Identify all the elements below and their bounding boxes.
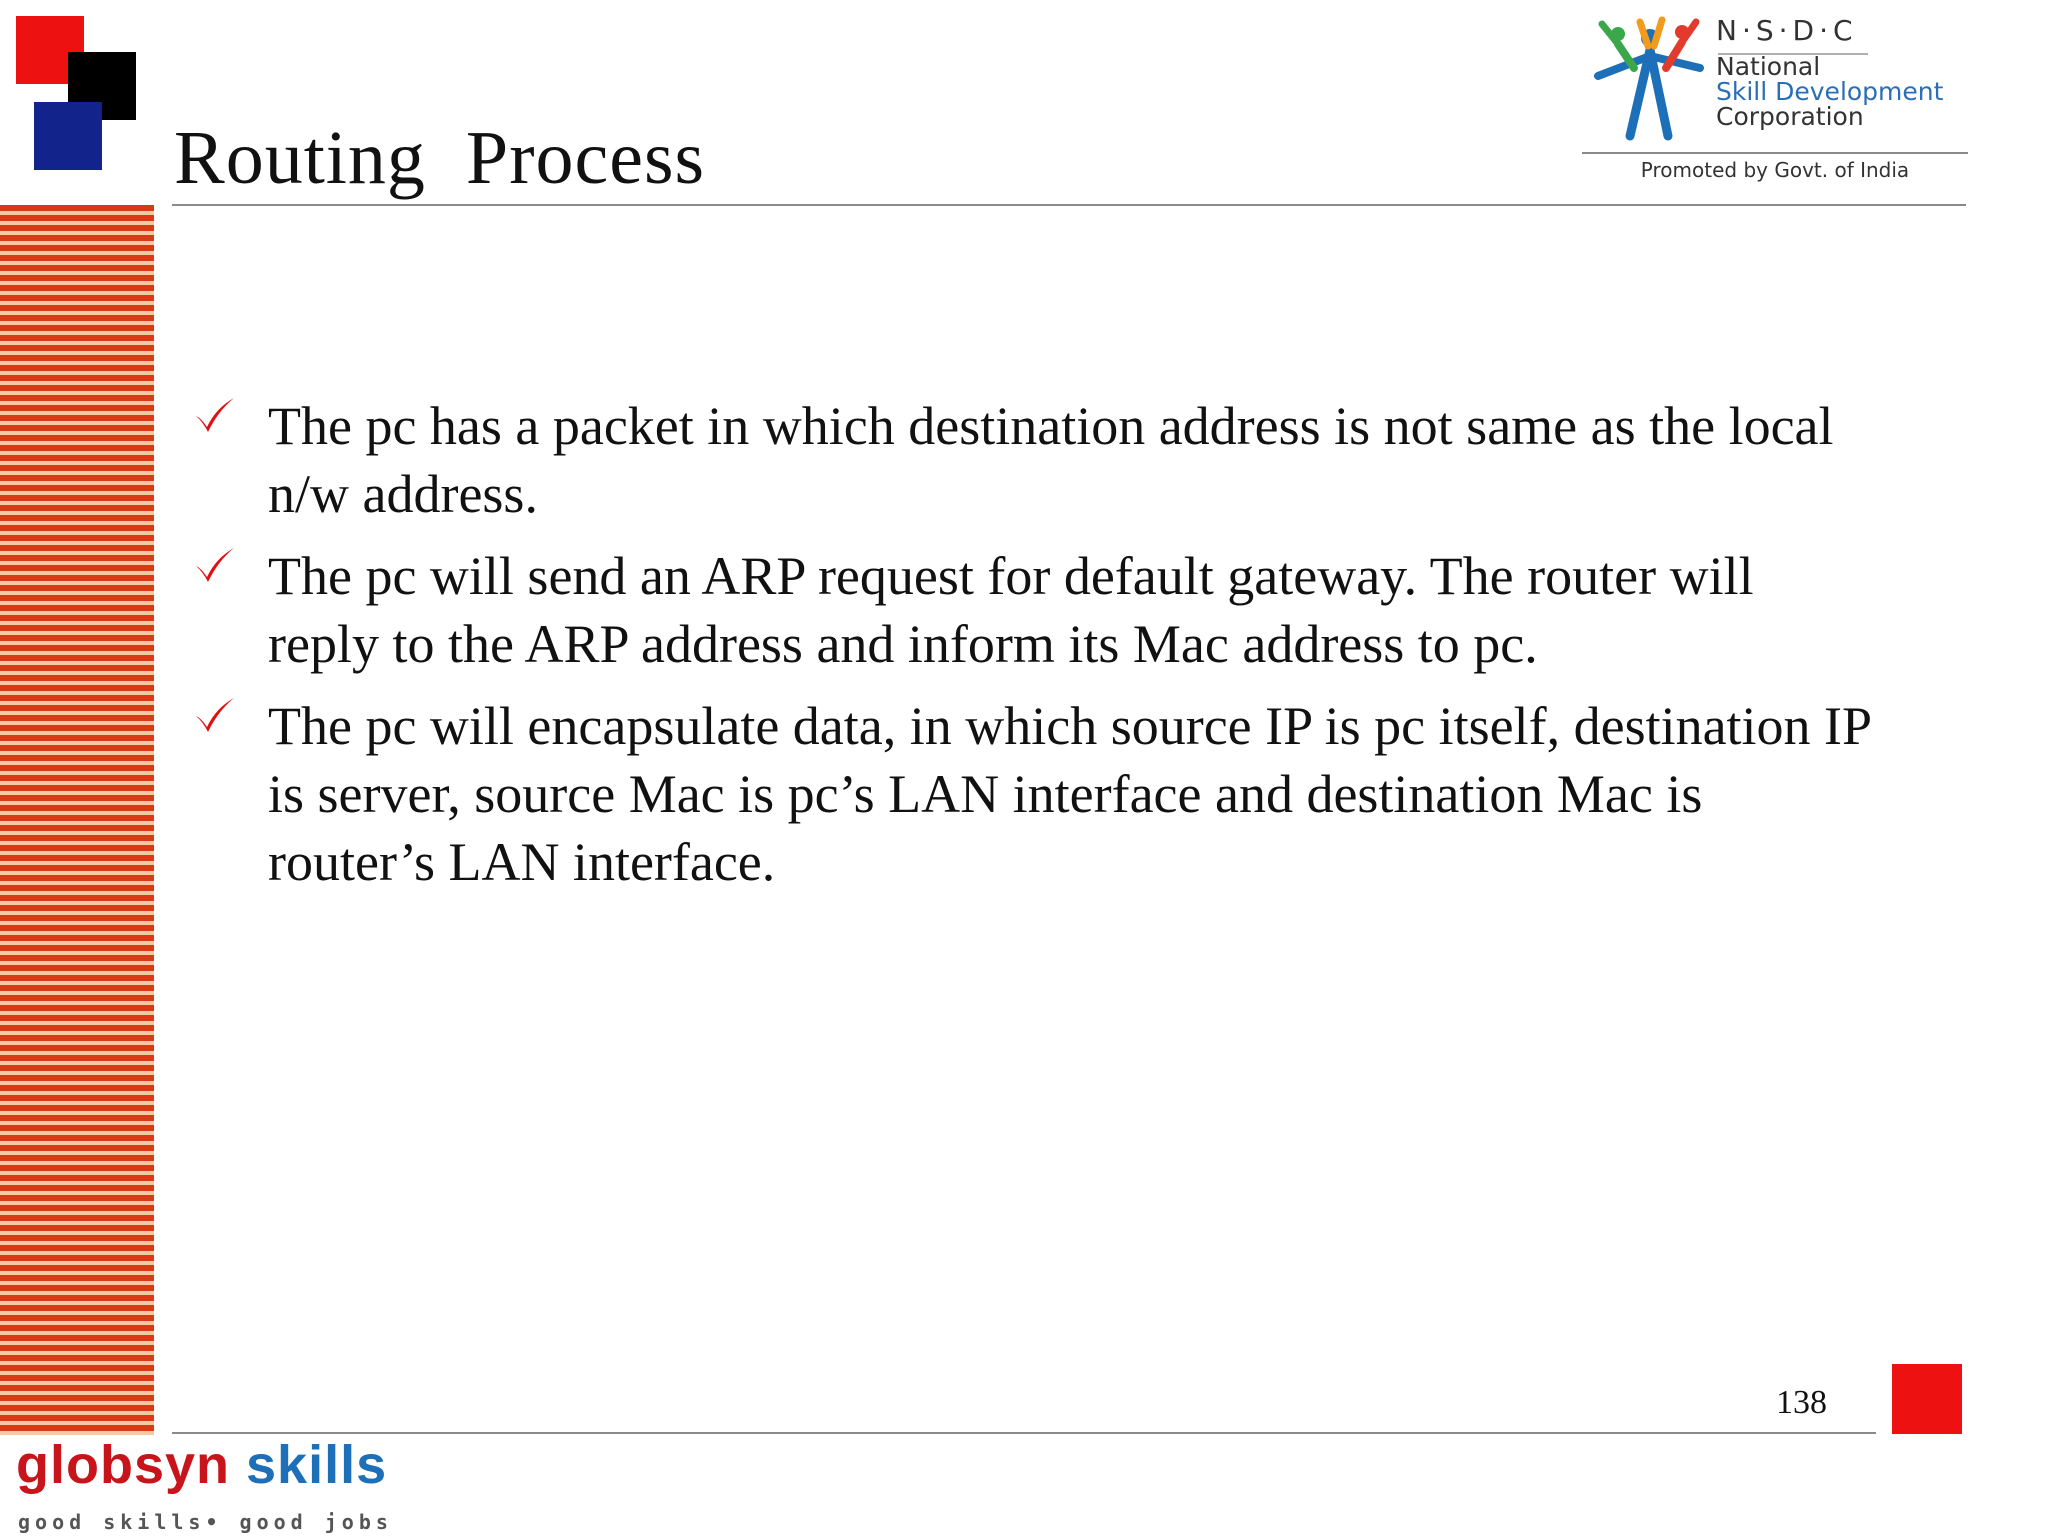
bullet-text: The pc has a packet in which destination address is not same as the local n/w address. (268, 396, 1834, 524)
checkmark-icon (192, 694, 236, 734)
bullet-text: The pc will encapsulate data, in which source IP is pc itself, destination IP is server, source Mac is pc’s LAN interface and destination Mac is router’s LAN interface. (268, 696, 1871, 892)
decor-striped-bar (0, 205, 154, 1435)
checkmark-icon (192, 544, 236, 584)
nsdc-people-icon (1588, 16, 1708, 146)
page-number: 138 (1776, 1384, 1827, 1421)
bullet-item (192, 542, 1872, 678)
decor-footer-red-square (1892, 1364, 1962, 1434)
brand-name-part2: skills (230, 1435, 388, 1495)
globsyn-brand (16, 1436, 387, 1495)
brand-name-part1: globsyn (16, 1435, 231, 1495)
nsdc-promoted-text: Promoted by Govt. of India (1640, 158, 1910, 182)
title-divider (172, 204, 1966, 206)
nsdc-logo (1582, 14, 1968, 190)
nsdc-divider (1582, 152, 1968, 154)
bullet-text: The pc will send an ARP request for default gateway. The router will reply to the ARP address and inform its Mac address to pc. (268, 546, 1754, 674)
footer-divider (172, 1432, 1876, 1434)
checkmark-icon (192, 394, 236, 434)
nsdc-name-line2: Skill Development (1716, 77, 1944, 106)
nsdc-name-line3: Corporation (1716, 102, 1864, 131)
slide-title: Routing Process (174, 116, 706, 200)
bullet-item (192, 392, 1872, 528)
brand-tagline: good skills• good jobs (18, 1510, 393, 1534)
bullet-item (192, 692, 1872, 896)
decor-blue-square (34, 102, 102, 170)
bullet-list (192, 392, 1872, 910)
nsdc-acronym: N·S·D·C (1716, 14, 1858, 47)
nsdc-name-line1: National (1716, 52, 1821, 81)
